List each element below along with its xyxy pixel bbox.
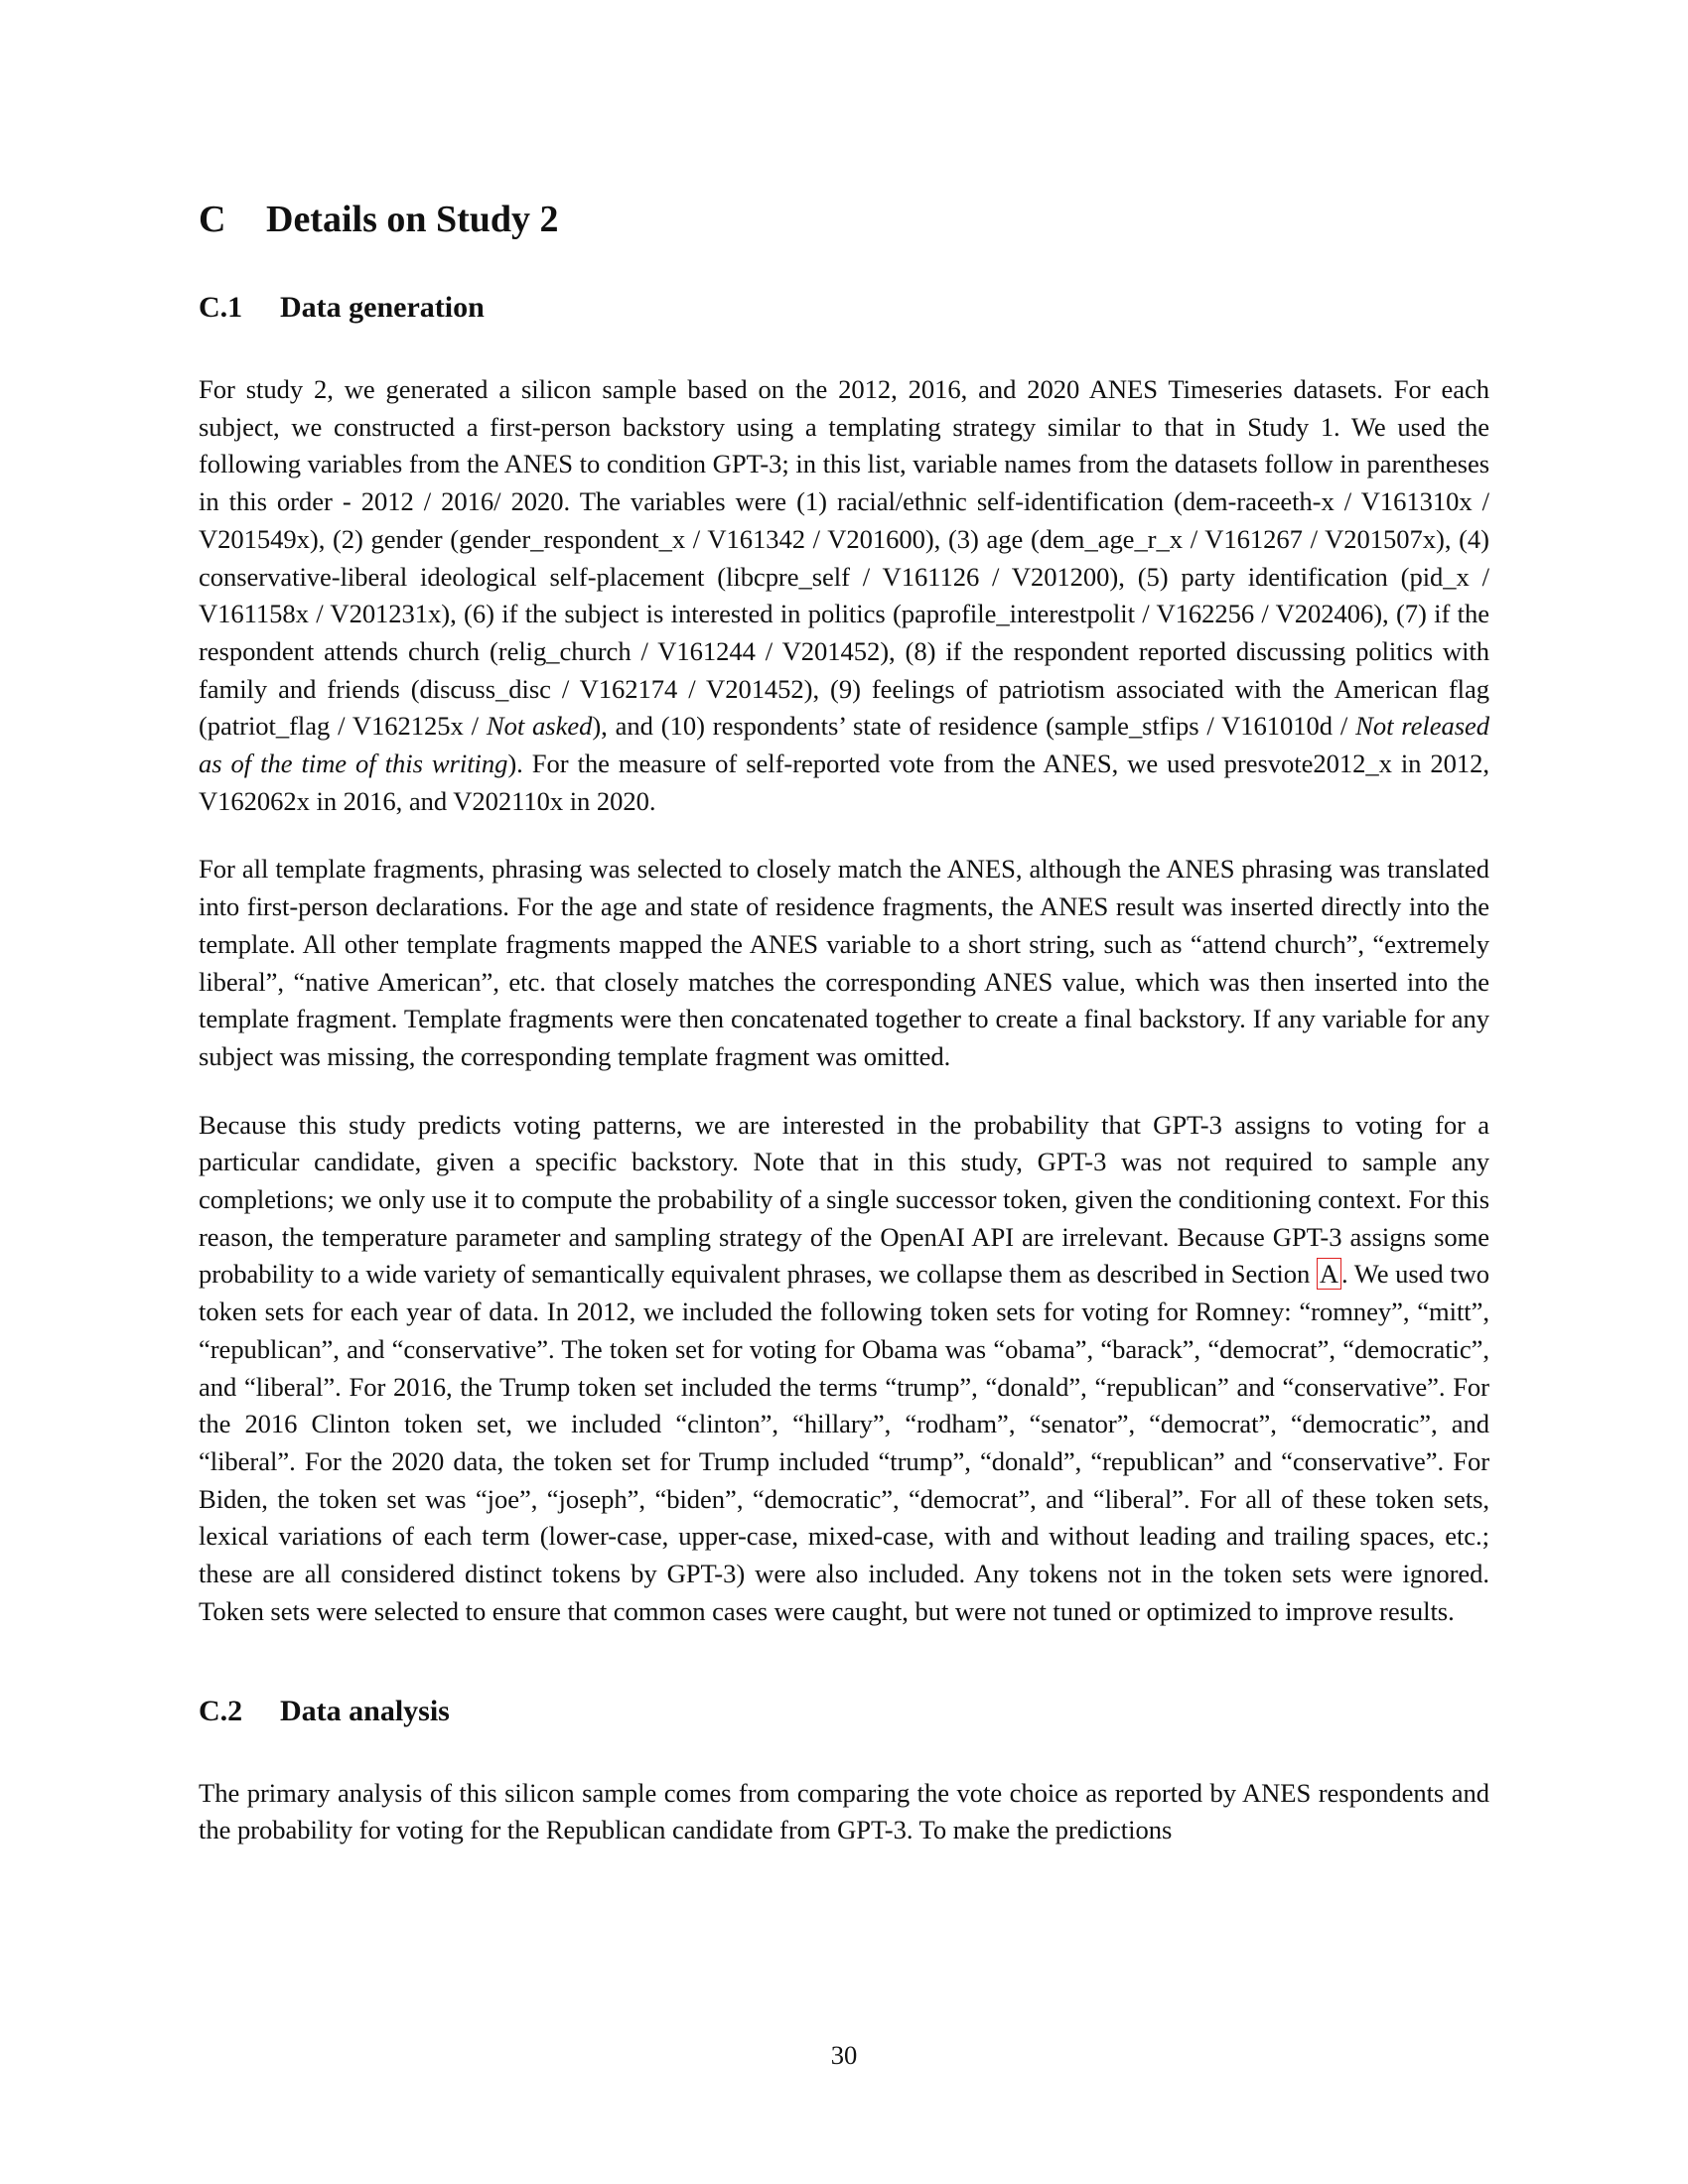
section-heading xyxy=(199,195,1489,244)
subsection-number: C.1 xyxy=(199,291,243,324)
subsection-title: Data generation xyxy=(280,291,485,324)
italic-text: Not asked xyxy=(486,711,593,742)
paragraph-data-analysis: The primary analysis of this silicon sample comes from comparing the vote choice as reported by ANES respondents and the probability for voting for the Republican candidate from GPT-3. To make the predictions xyxy=(199,1777,1489,1845)
paragraph-text: Because this study predicts voting patterns, we are interested in the probability that GPT-3 assigns to voting for a particular candidate, given a specific backstory. Note that in this study, GPT-3 was not required to sample any completions; we only use it to compute the probability of a single successor token, given the conditioning context. For this reason, the temperature parameter and sampling strategy of the OpenAI API are irrelevant. Because GPT-3 assigns some probability to a wide variety of semantically equivalent phrases, we collapse them as described in Section xyxy=(199,1109,1489,1290)
subsection-heading-data-generation xyxy=(199,288,1489,328)
subsection-title: Data analysis xyxy=(280,1694,450,1727)
paragraph-variables xyxy=(199,371,1489,820)
page-content xyxy=(199,195,1489,1880)
page-number: 30 xyxy=(830,2040,858,2070)
paragraph-token-sets xyxy=(199,1107,1489,1631)
section-reference-link[interactable]: A xyxy=(1317,1258,1341,1290)
subsection-number: C.2 xyxy=(199,1694,243,1727)
subsection-heading-data-analysis xyxy=(199,1692,1489,1731)
italic-text: Not released as of the time of this writing xyxy=(199,711,1490,779)
paragraph-text: . We used two token sets for each year of data. In 2012, we included the following token sets for voting for Romney: “romney”, “mitt”, “republican”, and “conservative”. The token set for voting for Obama was “obama”, “barack”, “democrat”, “democratic”, and “liberal”. For 2016, the Trump token set included the terms “trump”, “donald”, “republican” and “conservative”. For the 2016 Clinton token set, we included “clinton”, “hillary”, “rodham”, “senator”, “democrat”, “democratic”, and “liberal”. For the 2020 data, the token set for Trump included “trump”, “donald”, “republican” and “conservative”. For Biden, the token set was “joe”, “joseph”, “biden”, “democratic”, “democrat”, and “liberal”. For all of these token sets, lexical variations of each term (lower-case, upper-case, mixed-case, with and without leading and trailing spaces, etc.; these are all considered distinct tokens by GPT-3) were also included. Any tokens not in the token sets were ignored. Token sets were selected to ensure that common cases were caught, but were not tuned or optimized to improve results. xyxy=(199,1259,1489,1626)
paragraph-text: ). For the measure of self-reported vote from the ANES, we used presvote2012_x in 2012, V162062x in 2016, and V202110x in 2020. xyxy=(199,749,1490,816)
paragraph-text: ), and (10) respondents’ state of residence (sample_stfips / V161010d / xyxy=(592,711,1356,742)
paragraph-template-fragments: For all template fragments, phrasing was selected to closely match the ANES, although the ANES phrasing was translated into first-person declarations. For the age and state of residence fragments, the ANES result was inserted directly into the template. All other template fragments mapped the ANES variable to a short string, such as “attend church”, “extremely liberal”, “native American”, etc. that closely matches the corresponding ANES value, which was then inserted into the template fragment. Template fragments were then concatenated together to create a final backstory. If any variable for any subject was missing, the corresponding template fragment was omitted. xyxy=(199,854,1489,1071)
section-title: Details on Study 2 xyxy=(266,199,559,240)
paragraph-text: For study 2, we generated a silicon sample based on the 2012, 2016, and 2020 ANES Timeseries datasets. For each subject, we constructed a first-person backstory using a templating strategy similar to that in Study 1. We used the following variables from the ANES to condition GPT-3; in this list, variable names from the datasets follow in parentheses in this order - 2012 / 2016/ 2020. The variables were (1) racial/ethnic self-identification (dem-raceeth-x / V161310x / V201549x), (2) gender (gender_respondent_x / V161342 / V201600), (3) age (dem_age_r_x / V161267 / V201507x), (4) conservative-liberal ideological self-placement (libcpre_self / V161126 / V201200), (5) party identification (pid_x / V161158x / V201231x), (6) if the subject is interested in politics (paprofile_interestpolit / V162256 / V202406), (7) if the respondent attends church (relig_church / V161244 / V201452), (8) if the respondent reported discussing politics with family and friends (discuss_disc / V162174 / V201452), (9) feelings of patriotism associated with the American flag (patriot_flag / V162125x / xyxy=(199,374,1489,742)
section-number: C xyxy=(199,199,226,240)
